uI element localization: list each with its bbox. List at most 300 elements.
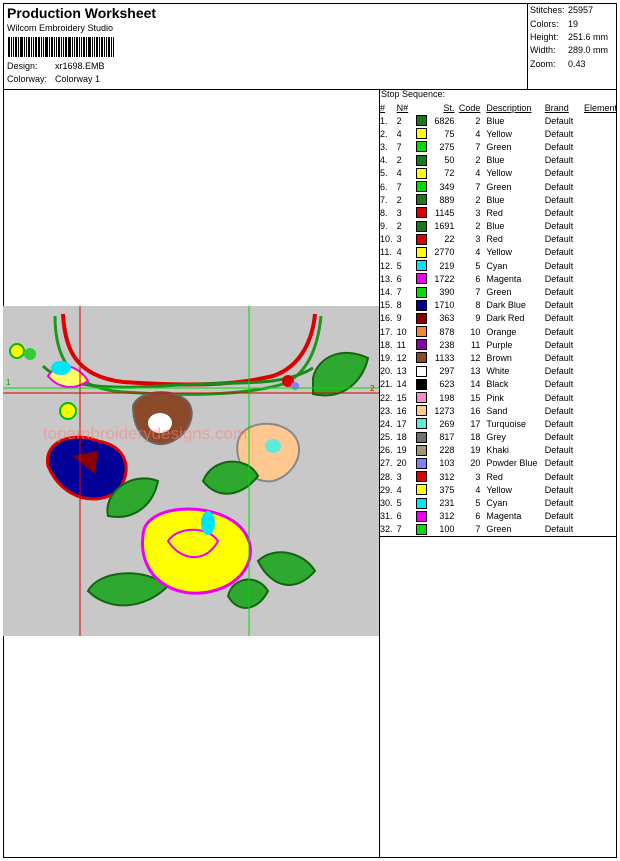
colorway-value: Colorway 1 xyxy=(55,74,101,84)
row-needle: 3 xyxy=(396,207,402,218)
swatch-box xyxy=(416,326,427,337)
row-code: 7 xyxy=(475,524,481,535)
row-brand: Default xyxy=(544,247,574,258)
row-description: Green xyxy=(486,141,512,152)
row-stitches: 72 xyxy=(444,168,455,179)
row-needle: 2 xyxy=(396,115,402,126)
row-code: 14 xyxy=(470,379,481,390)
swatch-box xyxy=(416,379,427,390)
row-stitches: 275 xyxy=(439,141,455,152)
row-needle: 2 xyxy=(396,194,402,205)
table-row xyxy=(380,510,617,523)
barcode-bar xyxy=(20,37,23,57)
row-needle: 13 xyxy=(396,366,407,377)
barcode-bar xyxy=(8,37,10,57)
swatch-box xyxy=(416,432,427,443)
row-index: 8. xyxy=(380,207,388,218)
row-code: 7 xyxy=(475,181,481,192)
row-needle: 3 xyxy=(396,471,402,482)
row-index: 32. xyxy=(380,524,393,535)
color-swatch xyxy=(416,351,429,364)
row-brand: Default xyxy=(544,524,574,535)
stat-width xyxy=(530,45,608,55)
row-stitches: 1691 xyxy=(434,221,455,232)
barcode-bar xyxy=(76,37,78,57)
row-brand: Default xyxy=(544,155,574,166)
row-index: 25. xyxy=(380,432,393,443)
row-element xyxy=(584,457,617,470)
barcode-bar xyxy=(51,37,53,57)
row-description: Grey xyxy=(486,432,506,443)
stat-height xyxy=(530,32,608,42)
color-swatch xyxy=(416,378,429,391)
neckline-red-border xyxy=(63,314,315,384)
swatch-box xyxy=(416,115,427,126)
row-brand: Default xyxy=(544,471,574,482)
color-swatch xyxy=(416,285,429,298)
row-element xyxy=(584,351,617,364)
row-description: Blue xyxy=(486,194,505,205)
row-description: Blue xyxy=(486,155,505,166)
row-stitches: 1710 xyxy=(434,300,455,311)
colorway-label: Colorway: xyxy=(7,74,48,84)
column-header: St. xyxy=(443,102,455,113)
swatch-box xyxy=(416,445,427,456)
row-code: 2 xyxy=(475,155,481,166)
table-row xyxy=(380,299,617,312)
row-code: 5 xyxy=(475,498,481,509)
row-brand: Default xyxy=(544,484,574,495)
barcode-bar xyxy=(28,37,30,57)
row-element xyxy=(584,510,617,523)
table-row xyxy=(380,272,617,285)
row-description: Yellow xyxy=(486,484,513,495)
row-description: Green xyxy=(486,524,512,535)
swatch-box xyxy=(416,392,427,403)
table-row xyxy=(380,259,617,272)
table-row xyxy=(380,431,617,444)
swatch-box xyxy=(416,155,427,166)
row-brand: Default xyxy=(544,194,574,205)
row-element xyxy=(584,272,617,285)
row-index: 23. xyxy=(380,405,393,416)
row-stitches: 1722 xyxy=(434,273,455,284)
barcode-bar xyxy=(94,37,95,57)
row-code: 5 xyxy=(475,260,481,271)
row-index: 29. xyxy=(380,484,393,495)
swatch-box xyxy=(416,484,427,495)
row-description: Yellow xyxy=(486,128,513,139)
color-swatch xyxy=(416,246,429,259)
stop-sequence-table xyxy=(380,101,617,536)
row-stitches: 312 xyxy=(439,511,455,522)
table-row xyxy=(380,351,617,364)
row-description: Red xyxy=(486,207,503,218)
stop-sequence-title: Stop Sequence: xyxy=(381,89,446,99)
row-code: 15 xyxy=(470,392,481,403)
table-row xyxy=(380,193,617,206)
barcode-bar xyxy=(31,37,32,57)
row-code: 11 xyxy=(471,339,481,350)
stat-colors xyxy=(530,19,578,29)
row-needle: 2 xyxy=(396,221,402,232)
row-needle: 20 xyxy=(396,458,407,469)
row-element xyxy=(584,180,617,193)
table-row xyxy=(380,246,617,259)
table-row xyxy=(380,114,617,127)
row-element xyxy=(584,417,617,430)
row-code: 6 xyxy=(475,511,481,522)
color-swatch xyxy=(416,510,429,523)
color-swatch xyxy=(416,496,429,509)
table-row xyxy=(380,496,617,509)
barcode-bar xyxy=(11,37,12,57)
row-code: 12 xyxy=(470,352,481,363)
row-element xyxy=(584,378,617,391)
row-stitches: 231 xyxy=(439,498,455,509)
row-code: 20 xyxy=(470,458,481,469)
row-index: 12. xyxy=(380,260,393,271)
row-needle: 3 xyxy=(396,234,402,245)
flower-dark-blue xyxy=(47,437,126,499)
table-row xyxy=(380,444,617,457)
barcode-bar xyxy=(43,37,44,57)
row-stitches: 238 xyxy=(439,339,455,350)
row-index: 9. xyxy=(380,221,388,232)
row-element xyxy=(584,285,617,298)
row-brand: Default xyxy=(544,511,574,522)
table-row xyxy=(380,127,617,140)
row-index: 28. xyxy=(380,471,393,482)
row-index: 26. xyxy=(380,445,393,456)
row-element xyxy=(584,154,617,167)
row-element xyxy=(584,140,617,153)
swatch-box xyxy=(416,128,427,139)
small-flower-blue xyxy=(291,382,299,390)
leaf-middle-right xyxy=(203,462,258,494)
row-brand: Default xyxy=(544,392,574,403)
header-info xyxy=(3,3,528,89)
flower-yellow-rose xyxy=(143,509,251,593)
table-row xyxy=(380,483,617,496)
row-code: 7 xyxy=(475,287,481,298)
row-code: 2 xyxy=(475,194,481,205)
row-brand: Default xyxy=(544,115,574,126)
row-element xyxy=(584,338,617,351)
row-needle: 17 xyxy=(396,418,407,429)
row-code: 2 xyxy=(475,221,481,232)
column-header: Code xyxy=(458,102,481,113)
row-index: 16. xyxy=(380,313,393,324)
small-flower-yellow-2 xyxy=(60,403,76,419)
table-row xyxy=(380,312,617,325)
row-brand: Default xyxy=(544,366,574,377)
row-description: Green xyxy=(486,287,512,298)
row-needle: 7 xyxy=(396,181,402,192)
row-code: 16 xyxy=(470,405,481,416)
table-row xyxy=(380,365,617,378)
barcode-bar xyxy=(92,37,93,57)
design-label: Design: xyxy=(7,61,38,71)
row-stitches: 1133 xyxy=(435,352,455,363)
row-stitches: 349 xyxy=(439,181,455,192)
row-description: White xyxy=(486,366,510,377)
row-stitches: 623 xyxy=(439,379,455,390)
row-brand: Default xyxy=(544,445,574,456)
row-code: 13 xyxy=(470,366,481,377)
swatch-box xyxy=(416,287,427,298)
column-header: N# xyxy=(396,102,409,113)
swatch-box xyxy=(416,458,427,469)
color-swatch xyxy=(416,523,429,536)
row-code: 4 xyxy=(475,484,481,495)
column-header-swatch xyxy=(416,101,429,114)
table-header-row xyxy=(380,101,617,114)
row-needle: 5 xyxy=(396,498,402,509)
row-needle: 16 xyxy=(396,405,407,416)
color-swatch xyxy=(416,272,429,285)
color-swatch xyxy=(416,325,429,338)
row-stitches: 297 xyxy=(439,366,455,377)
row-index: 13. xyxy=(380,273,393,284)
row-brand: Default xyxy=(544,432,574,443)
row-needle: 7 xyxy=(396,287,402,298)
row-description: Dark Blue xyxy=(486,300,526,311)
color-swatch xyxy=(416,193,429,206)
row-code: 18 xyxy=(470,432,481,443)
stat-label: Colors: xyxy=(530,19,559,29)
row-description: Khaki xyxy=(486,445,509,456)
color-swatch xyxy=(416,206,429,219)
swatch-box xyxy=(416,181,427,192)
row-needle: 8 xyxy=(396,300,402,311)
table-row xyxy=(380,167,617,180)
stat-value: 0.43 xyxy=(568,59,586,69)
row-index: 15. xyxy=(380,300,393,311)
design-panel xyxy=(3,89,380,858)
barcode-bar xyxy=(13,37,14,57)
table-row xyxy=(380,325,617,338)
color-swatch xyxy=(416,391,429,404)
row-stitches: 1273 xyxy=(434,405,455,416)
row-code: 6 xyxy=(475,273,481,284)
color-swatch xyxy=(416,483,429,496)
row-brand: Default xyxy=(544,287,574,298)
row-brand: Default xyxy=(544,313,574,324)
row-brand: Default xyxy=(544,128,574,139)
row-element xyxy=(584,325,617,338)
row-stitches: 100 xyxy=(439,524,455,535)
color-swatch xyxy=(416,431,429,444)
barcode-bar xyxy=(72,37,73,57)
row-code: 8 xyxy=(475,300,481,311)
barcode-bar xyxy=(88,37,91,57)
row-index: 27. xyxy=(380,458,393,469)
swatch-box xyxy=(416,260,427,271)
color-swatch xyxy=(416,154,429,167)
row-brand: Default xyxy=(544,405,574,416)
table-row xyxy=(380,206,617,219)
swatch-box xyxy=(416,273,427,284)
row-description: Yellow xyxy=(486,247,513,258)
worksheet-header xyxy=(3,3,617,90)
row-element xyxy=(584,206,617,219)
row-description: Magenta xyxy=(486,273,522,284)
leaf-bottom-right xyxy=(258,552,315,585)
row-index: 31. xyxy=(380,511,393,522)
row-brand: Default xyxy=(544,207,574,218)
page-title: Production Worksheet xyxy=(7,5,157,21)
row-description: Blue xyxy=(486,221,505,232)
row-brand: Default xyxy=(544,458,574,469)
design-preview xyxy=(3,306,379,636)
row-needle: 19 xyxy=(396,445,407,456)
swatch-box xyxy=(416,141,427,152)
barcode-bar xyxy=(58,37,60,57)
row-index: 1. xyxy=(380,115,388,126)
stop-sequence-panel xyxy=(379,89,617,537)
swatch-box xyxy=(416,418,427,429)
color-swatch xyxy=(416,233,429,246)
barcode-bar xyxy=(79,37,80,57)
barcode-bar xyxy=(83,37,85,57)
row-description: Red xyxy=(486,471,503,482)
row-brand: Default xyxy=(544,168,574,179)
row-needle: 14 xyxy=(396,379,407,390)
barcode-bar xyxy=(61,37,62,57)
column-header: Element xyxy=(583,102,617,113)
row-description: Cyan xyxy=(486,260,508,271)
row-element xyxy=(584,496,617,509)
row-code: 4 xyxy=(475,247,481,258)
row-brand: Default xyxy=(544,352,574,363)
row-brand: Default xyxy=(544,379,574,390)
row-index: 24. xyxy=(380,418,393,429)
row-index: 4. xyxy=(380,155,388,166)
row-stitches: 817 xyxy=(439,432,455,443)
barcode-bar xyxy=(45,37,48,57)
barcode-bar xyxy=(81,37,82,57)
row-needle: 4 xyxy=(396,247,402,258)
barcode-bar xyxy=(106,37,107,57)
row-element xyxy=(584,470,617,483)
row-needle: 9 xyxy=(396,313,402,324)
row-brand: Default xyxy=(544,339,574,350)
row-brand: Default xyxy=(544,326,574,337)
row-element xyxy=(584,312,617,325)
column-header: # xyxy=(380,102,386,113)
row-element xyxy=(584,483,617,496)
small-bud xyxy=(24,348,36,360)
swatch-box xyxy=(416,405,427,416)
row-brand: Default xyxy=(544,300,574,311)
row-index: 11. xyxy=(380,247,392,258)
cyan-accent xyxy=(51,361,71,375)
swatch-box xyxy=(416,511,427,522)
color-swatch xyxy=(416,312,429,325)
swatch-box xyxy=(416,168,427,179)
row-stitches: 878 xyxy=(439,326,455,337)
row-brand: Default xyxy=(544,418,574,429)
row-needle: 15 xyxy=(396,392,407,403)
table-row xyxy=(380,404,617,417)
row-stitches: 269 xyxy=(439,418,455,429)
stat-value: 289.0 mm xyxy=(568,45,609,55)
row-needle: 2 xyxy=(396,155,402,166)
design-row xyxy=(7,61,105,71)
design-stats xyxy=(527,3,617,89)
stat-stitches xyxy=(530,5,593,15)
row-stitches: 75 xyxy=(444,128,455,139)
row-element xyxy=(584,114,617,127)
barcode xyxy=(8,37,136,57)
row-code: 3 xyxy=(475,207,481,218)
color-swatch xyxy=(416,259,429,272)
row-description: Yellow xyxy=(486,168,513,179)
swatch-box xyxy=(416,366,427,377)
row-element xyxy=(584,431,617,444)
row-index: 22. xyxy=(380,392,393,403)
barcode-bar xyxy=(68,37,71,57)
swatch-box xyxy=(416,247,427,258)
row-element xyxy=(584,299,617,312)
row-index: 3. xyxy=(380,141,388,152)
row-index: 30. xyxy=(380,498,393,509)
swatch-box xyxy=(416,352,427,363)
row-element xyxy=(584,391,617,404)
swatch-box xyxy=(416,234,427,245)
row-needle: 10 xyxy=(396,326,407,337)
row-needle: 6 xyxy=(396,273,402,284)
row-description: Blue xyxy=(486,115,505,126)
color-swatch xyxy=(416,365,429,378)
row-code: 19 xyxy=(470,445,481,456)
row-index: 6. xyxy=(380,181,388,192)
row-needle: 6 xyxy=(396,511,402,522)
table-row xyxy=(380,523,617,536)
color-swatch xyxy=(416,180,429,193)
row-element xyxy=(584,193,617,206)
row-index: 10. xyxy=(380,234,393,245)
barcode-bar xyxy=(18,37,19,57)
row-code: 10 xyxy=(470,326,481,337)
color-swatch xyxy=(416,127,429,140)
swatch-box xyxy=(416,498,427,509)
color-swatch xyxy=(416,338,429,351)
rose-cyan-accent xyxy=(201,511,215,535)
row-description: Purple xyxy=(486,339,513,350)
watermark: topembroiderydesigns.com xyxy=(43,424,248,443)
row-stitches: 6826 xyxy=(434,115,455,126)
column-header: Brand xyxy=(544,102,569,113)
row-description: Green xyxy=(486,181,512,192)
flower-sand-center xyxy=(265,439,281,453)
row-index: 21. xyxy=(380,379,393,390)
stat-label: Stitches: xyxy=(530,5,565,15)
stat-zoom xyxy=(530,59,586,69)
row-brand: Default xyxy=(544,221,574,232)
row-stitches: 363 xyxy=(439,313,455,324)
barcode-bar xyxy=(111,37,112,57)
row-description: Cyan xyxy=(486,498,508,509)
column-header: Description xyxy=(486,102,532,113)
row-element xyxy=(584,444,617,457)
row-stitches: 50 xyxy=(444,155,455,166)
color-swatch xyxy=(416,299,429,312)
table-row xyxy=(380,391,617,404)
barcode-bar xyxy=(74,37,75,57)
barcode-bar xyxy=(35,37,37,57)
